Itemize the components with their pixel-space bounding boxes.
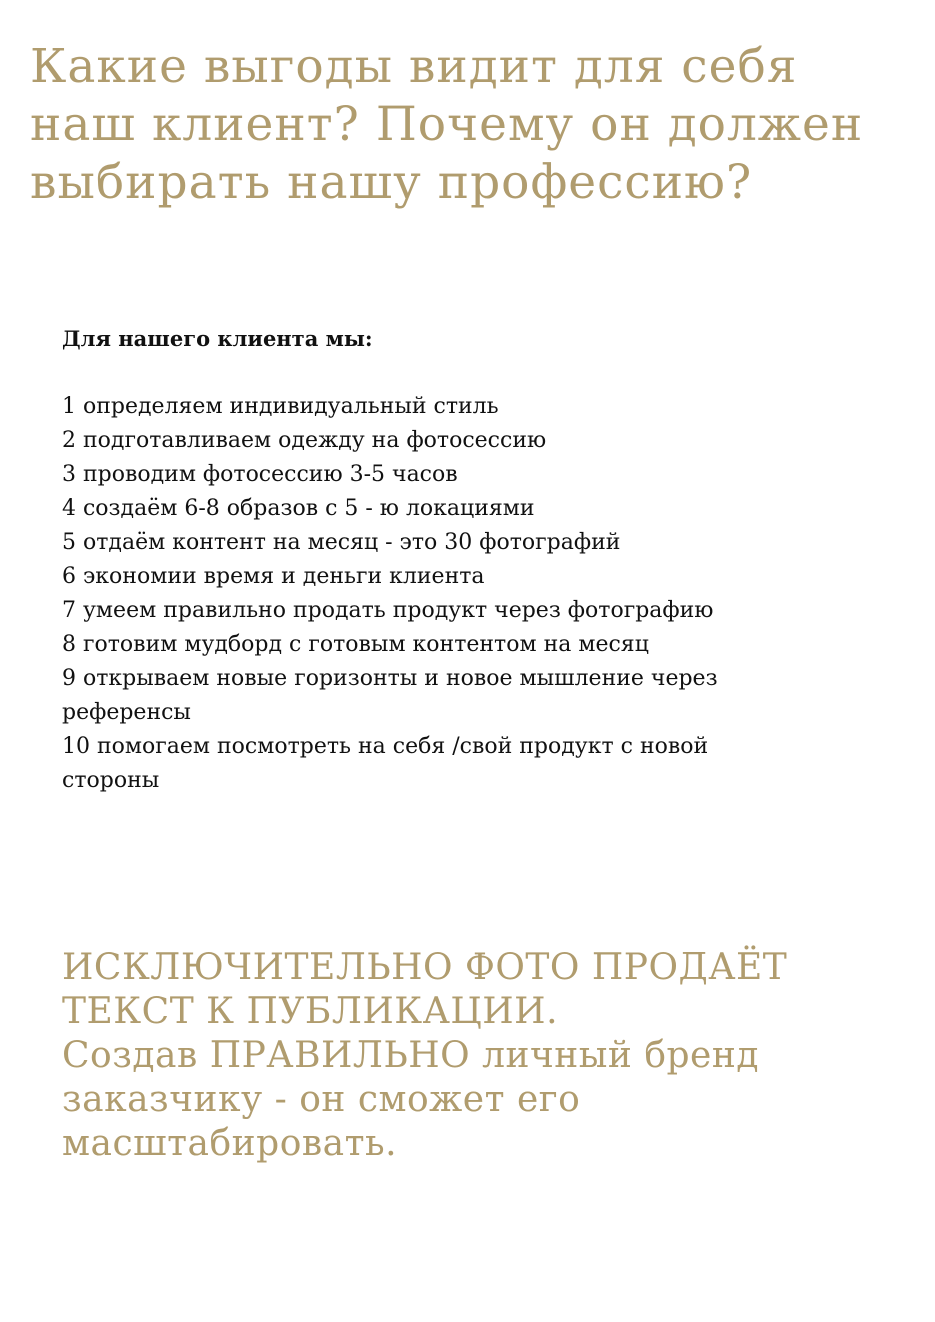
benefits-intro: Для нашего клиента мы: [62,326,373,351]
benefits-list [62,390,782,798]
benefit-item: 2 подготавливаем одежду на фотосессию [62,428,547,453]
benefit-item: 10 помогаем посмотреть на себя /свой продукт с новой стороны [62,734,709,793]
benefit-item: 5 отдаём контент на месяц - это 30 фотографий [62,530,621,555]
closing-line-2: Создав ПРАВИЛЬНО личный бренд заказчику - он сможет его масштабировать. [62,1035,760,1164]
benefits-section [62,322,782,798]
page-title: Какие выгоды видит для себя наш клиент? Почему он должен выбирать нашу профессию? [30,39,864,210]
benefit-item: 1 определяем индивидуальный стиль [62,394,499,419]
benefit-item: 9 открываем новые горизонты и новое мышление через референсы [62,666,718,725]
benefit-item: 8 готовим мудборд с готовым контентом на месяц [62,632,649,657]
benefit-item: 7 умеем правильно продать продукт через фотографию [62,598,714,623]
benefit-item: 4 создаём 6-8 образов с 5 - ю локациями [62,496,535,521]
benefit-item: 3 проводим фотосессию 3-5 часов [62,462,458,487]
closing-line-1: ИСКЛЮЧИТЕЛЬНО ФОТО ПРОДАЁТ ТЕКСТ К ПУБЛИКАЦИИ. [62,947,788,1032]
closing-statement [62,946,882,1166]
benefit-item: 6 экономии время и деньги клиента [62,564,485,589]
